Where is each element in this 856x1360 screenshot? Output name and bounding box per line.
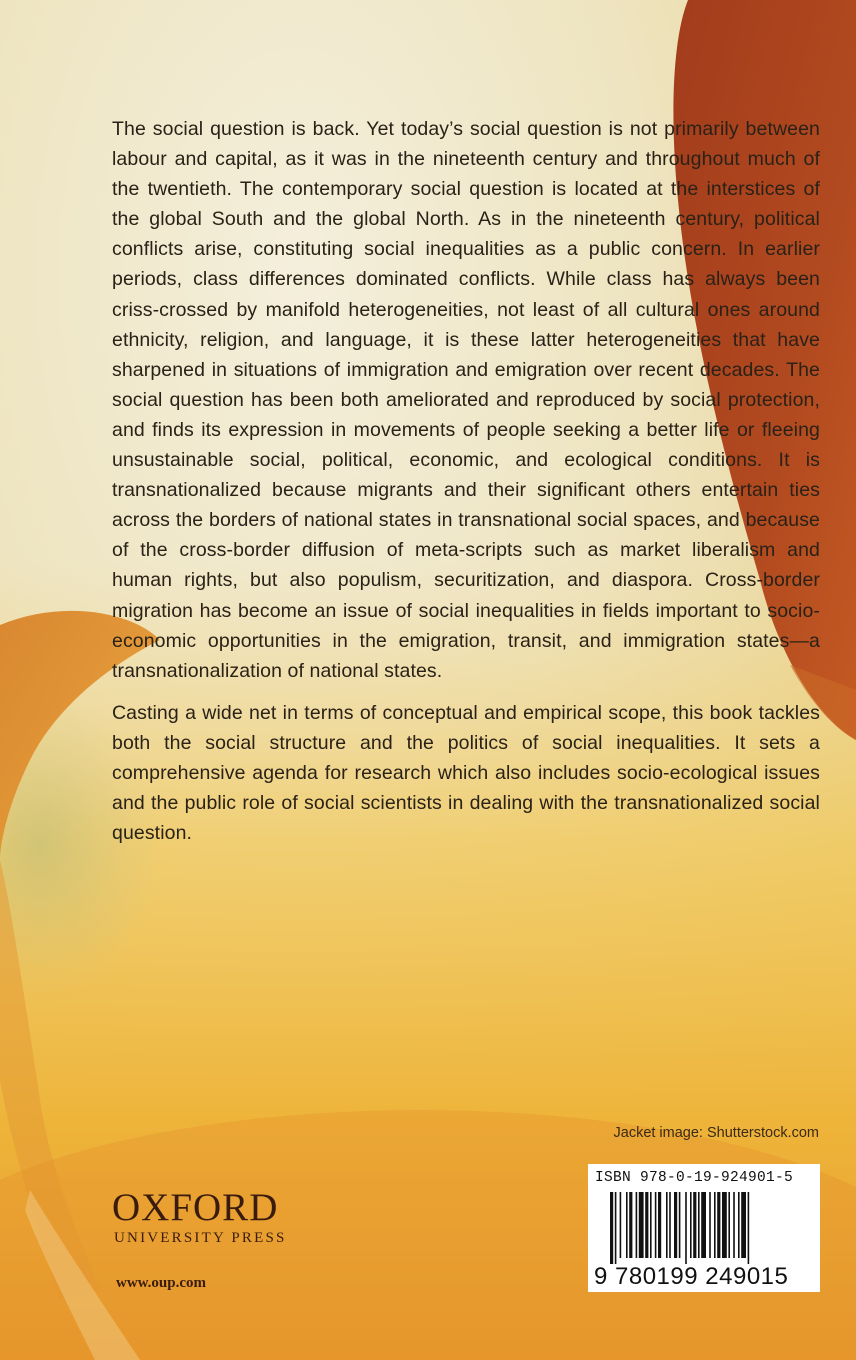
blurb-paragraph-1: The social question is back. Yet today’s social question is not primarily between labour and capital, as it was in the nineteenth century and throughout much of the twentieth. The contemporary social question is located at the interstices of the global South and the global North. As in the nineteenth century, political conflicts arise, constituting social inequalities as a public concern. In earlier periods, class differences dominated conflicts. While class has always been criss-crossed by manifold heterogeneities, not least of all cultural ones around ethnicity, religion, and language, it is these latter heterogeneities that have sharpened in situations of immigration and emigration over recent decades. The social question has been both ameliorated and reproduced by social protection, and finds its expression in movements of people seeking a better life or fleeing unsustainable social, political, economic, and ecological conditions. It is transnationalized because migrants and their significant others entertain ties across the borders of national states in transnational social spaces, and because of the cross-border diffusion of meta-scripts such as market liberalism and human rights, but also populism, securitization, and diaspora. Cross-border migration has become an issue of social inequalities in fields important to socio-economic opportunities in the emigration, transit, and immigration states—a transnationalization of national states. xyxy=(112,118,820,682)
blurb-paragraph-2: Casting a wide net in terms of conceptual and empirical scope, this book tackles both the social structure and the politics of social inequalities. It sets a comprehensive agenda for research which also includes socio-ecological issues and the public role of social scientists in dealing with the transnationalized social question. xyxy=(112,701,820,845)
barcode-bar xyxy=(669,1192,671,1258)
barcode-bar xyxy=(655,1192,657,1258)
isbn-number: ISBN 978-0-19-924901-5 xyxy=(595,1170,794,1186)
barcode-bar xyxy=(658,1192,661,1258)
barcode-bar xyxy=(738,1192,740,1258)
publisher-block xyxy=(112,1188,287,1292)
barcode-bar xyxy=(701,1192,706,1258)
barcode-bar xyxy=(679,1192,681,1258)
barcode-bar xyxy=(714,1192,716,1258)
barcode-bar xyxy=(693,1192,696,1258)
barcode-bar xyxy=(733,1192,735,1258)
barcode-bar xyxy=(698,1192,700,1258)
barcode-bar xyxy=(645,1192,648,1258)
ean-number: 9 780199 249015 xyxy=(594,1263,789,1290)
jacket-image-credit: Jacket image: Shutterstock.com xyxy=(613,1125,819,1141)
barcode-bar xyxy=(636,1192,638,1258)
barcode-bar xyxy=(615,1192,617,1264)
publisher-logo-name: OXFORD xyxy=(112,1186,279,1229)
barcode-bar xyxy=(620,1192,622,1258)
barcode-bar xyxy=(610,1192,613,1264)
barcode-bar xyxy=(629,1192,632,1258)
barcode-bar xyxy=(690,1192,692,1258)
isbn-barcode xyxy=(588,1164,820,1292)
barcode-bar xyxy=(674,1192,677,1258)
barcode-bar xyxy=(717,1192,720,1258)
back-cover-blurb xyxy=(112,114,820,860)
barcode-bar xyxy=(741,1192,746,1258)
barcode-bar xyxy=(666,1192,668,1258)
barcode-bar xyxy=(650,1192,652,1258)
barcode-bar xyxy=(639,1192,644,1258)
publisher-url: www.oup.com xyxy=(116,1275,207,1291)
barcode-bar xyxy=(748,1192,750,1264)
barcode-bar xyxy=(728,1192,730,1258)
barcode-bar xyxy=(709,1192,711,1258)
publisher-logo-subtitle: UNIVERSITY PRESS xyxy=(114,1230,287,1246)
barcode-bar xyxy=(722,1192,727,1258)
barcode-bar xyxy=(685,1192,687,1264)
barcode-bar xyxy=(626,1192,628,1258)
